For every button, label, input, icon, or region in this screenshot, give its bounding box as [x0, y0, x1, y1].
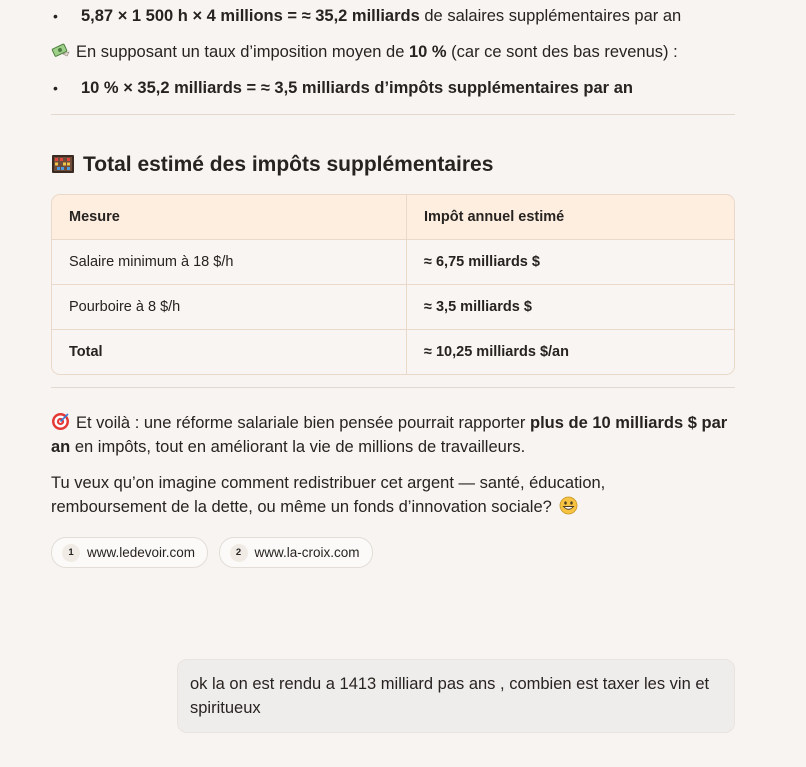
divider — [51, 387, 735, 388]
table-row — [52, 240, 734, 285]
source-chip-ledevoir[interactable] — [51, 537, 208, 568]
grinning-face-icon — [559, 496, 578, 515]
cell-impot: ≈ 6,75 milliards $ — [407, 240, 734, 285]
tax-assumption-prefix: En supposant un taux d’imposition moyen de — [76, 43, 409, 61]
conclusion-paragraph — [51, 411, 735, 459]
column-header-mesure: Mesure — [52, 195, 407, 240]
table-header-row — [52, 195, 734, 240]
cell-mesure: Salaire minimum à 18 $/h — [52, 240, 407, 285]
follow-up-question — [51, 471, 651, 519]
bullet-tax-formula: 10 % × 35,2 milliards = ≈ 3,5 milliards d’impôts supplémentaires par an — [81, 79, 633, 97]
bullet-text: de salaires supplémentaires par an — [419, 7, 682, 25]
money-wings-icon — [51, 41, 70, 60]
tax-rate: 10 % — [408, 43, 447, 61]
tax-assumption-line — [51, 40, 678, 64]
section-heading — [51, 151, 493, 179]
divider — [51, 114, 735, 115]
list-item — [51, 76, 735, 100]
tax-assumption-suffix: (car ce sont des bas revenus) : — [446, 43, 678, 61]
cell-impot: ≈ 10,25 milliards $/an — [407, 330, 734, 374]
conclusion-prefix: Et voilà : une réforme salariale bien pensée pourrait rapporter — [76, 414, 530, 432]
question-text: Tu veux qu’on imagine comment redistribuer cet argent — santé, éducation, remboursement de la dette, ou même un fonds d’innovation sociale? — [51, 474, 606, 516]
user-message-text: ok la on est rendu a 1413 milliard pas ans , combien est taxer les vin et spiritueux — [190, 675, 710, 717]
abacus-icon — [51, 154, 75, 174]
conclusion-suffix: en impôts, tout en améliorant la vie de millions de travailleurs. — [70, 438, 526, 456]
list-item — [51, 4, 735, 28]
section-title: Total estimé des impôts supplémentaires — [83, 153, 494, 176]
column-header-impot: Impôt annuel estimé — [407, 195, 734, 240]
bullet-dot: • — [53, 8, 58, 24]
sources-row — [51, 537, 379, 568]
cell-mesure: Pourboire à 8 $/h — [52, 285, 407, 330]
cell-impot: ≈ 3,5 milliards $ — [407, 285, 734, 330]
tax-table — [51, 194, 735, 375]
conclusion-amount: plus de 10 milliards $ par an — [51, 414, 728, 456]
table-row-total — [52, 330, 734, 374]
bullet-formula: 5,87 × 1 500 h × 4 millions = ≈ 35,2 milliards — [81, 7, 420, 25]
cell-mesure: Total — [52, 330, 407, 374]
user-message-bubble — [177, 659, 735, 733]
source-label: www.la-croix.com — [254, 545, 360, 560]
table-row — [52, 285, 734, 330]
source-number: 2 — [230, 544, 248, 562]
target-icon — [51, 412, 70, 431]
bullet-dot: • — [53, 80, 58, 96]
source-number: 1 — [62, 544, 80, 562]
source-chip-la-croix[interactable] — [219, 537, 373, 568]
source-label: www.ledevoir.com — [87, 545, 196, 560]
